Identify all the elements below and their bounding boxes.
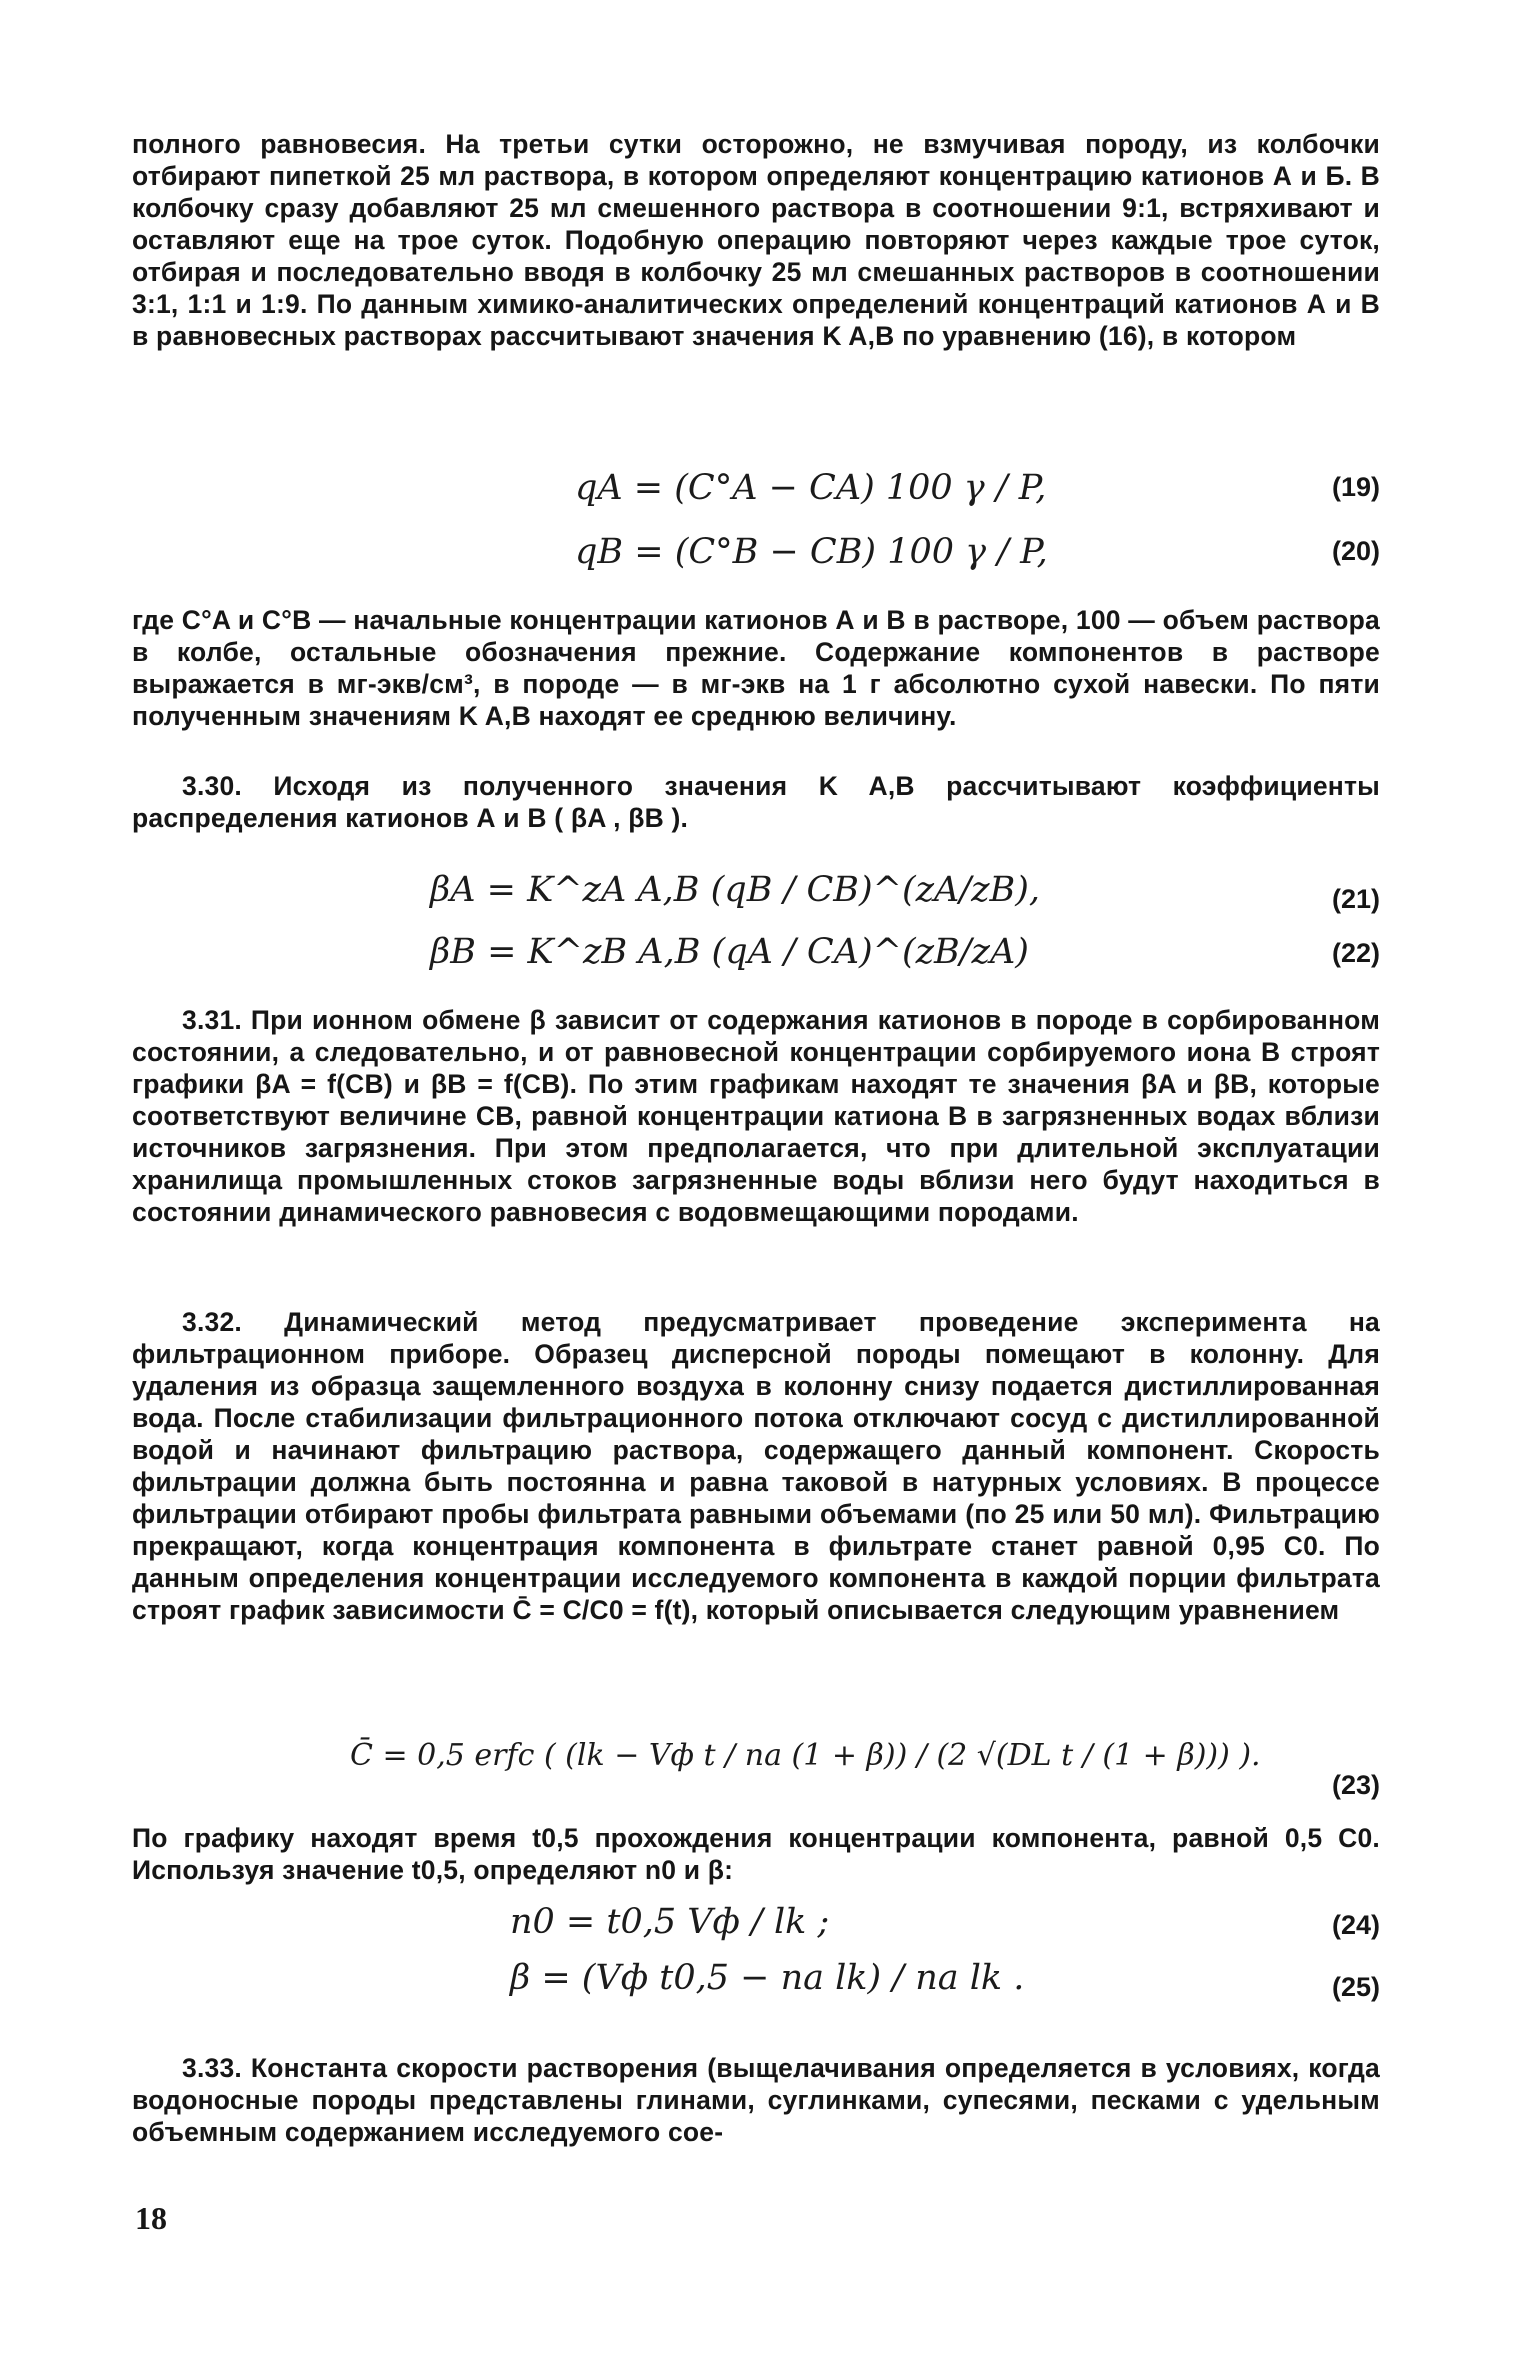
paragraph-text: По графику находят время t0,5 прохождения концентрации компонента, равной 0,5 C0. Используя значение t0,5, определяют n0 и β: <box>132 1823 1380 1885</box>
paragraph-3-31 <box>132 1004 1380 1228</box>
formula-21: βA = K^zA A,B (qB / CB)^(zA/zB), <box>430 870 1041 910</box>
paragraph-3-30 <box>132 770 1380 834</box>
formula-22: βB = K^zB A,B (qA / CA)^(zB/zA) <box>430 932 1029 972</box>
equation-number-25: (25) <box>1331 1972 1380 2002</box>
paragraph-definitions <box>132 604 1380 732</box>
equation-number-21: (21) <box>1331 884 1380 914</box>
page-number: 18 <box>135 2200 167 2236</box>
equation-number-24: (24) <box>1331 1910 1380 1940</box>
paragraph-text: полного равновесия. На третьи сутки осторожно, не взмучивая породу, из колбочки отбирают пипеткой 25 мл раствора, в котором определяют концентрацию катионов А и Б. В колбочку сразу добавляют 25 мл смешенного раствора в соотношении 9:1, встряхивают и оставляют еще на трое суток. Подобную операцию повторяют через каждые трое суток, отбирая и последовательно вводя в колбочку 25 мл смешанных растворов в соотношении 3:1, 1:1 и 1:9. По данным химико-аналитических определений концентраций катионов А и В в равновесных растворах рассчитывают значения K A,B по уравнению (16), в котором <box>132 129 1380 351</box>
paragraph-text: 3.32. Динамический метод предусматривает проведение эксперимента на фильтрационном приборе. Образец дисперсной породы помещают в колонну. Для удаления из образца защемленного воздуха в колонну снизу подается дистиллированная вода. После стабилизации фильтрационного потока отключают сосуд с дистиллированной водой и начинают фильтрацию раствора, содержащего данный компонент. Скорость фильтрации должна быть постоянна и равна таковой в натурных условиях. В процессе фильтрации отбирают пробы фильтрата равными объемами (по 25 или 50 мл). Фильтрацию прекращают, когда концентрация компонента в фильтрате станет равной 0,95 C0. По данным определения концентрации исследуемого компонента в каждой порции фильтрата строят график зависимости C̄ = C/C0 = f(t), который описывается следующим уравнением <box>132 1307 1380 1625</box>
equation-number-22: (22) <box>1331 938 1380 968</box>
formula-24: n0 = t0,5 Vф / lk ; <box>510 1902 830 1942</box>
equation-number-20: (20) <box>1331 536 1380 566</box>
formula-19: qA = (C°A − CA) 100 γ / P, <box>575 468 1047 508</box>
formula-23: C̄ = 0,5 erfc ( (lk − Vф t / na (1 + β)) / (2 √(DL t / (1 + β))) ). <box>350 1738 1261 1773</box>
paragraph-t05 <box>132 1822 1380 1886</box>
paragraph-text: 3.33. Константа скорости растворения (выщелачивания определяется в условиях, когда водоносные породы представлены глинами, суглинками, супесями, песками с удельным объемным содержанием исследуемого сое- <box>132 2053 1380 2147</box>
paragraph-3-33 <box>132 2052 1380 2148</box>
formula-25: β = (Vф t0,5 − na lk) / na lk . <box>510 1958 1025 1998</box>
equation-number-19: (19) <box>1331 472 1380 502</box>
equation-number-23: (23) <box>1331 1770 1380 1800</box>
paragraph-text: где C°A и C°B — начальные концентрации катионов А и В в растворе, 100 — объем раствора в колбе, остальные обозначения прежние. Содержание компонентов в растворе выражается в мг-экв/см³, в породе — в мг-экв на 1 г абсолютно сухой навески. По пяти полученным значениям K A,B находят ее среднюю величину. <box>132 605 1380 731</box>
paragraph-3-32 <box>132 1306 1380 1626</box>
paragraph-text: 3.30. Исходя из полученного значения K A,B рассчитывают коэффициенты распределения катионов А и В ( βA , βB ). <box>132 771 1380 833</box>
formula-20: qB = (C°B − CB) 100 γ / P, <box>575 532 1048 572</box>
paragraph-text: 3.31. При ионном обмене β зависит от содержания катионов в породе в сорбированном состоянии, а следовательно, и от равновесной концентрации сорбируемого иона В строят графики βA = f(CB) и βB = f(CB). По этим графикам находят те значения βA и βB, которые соответствуют величине CB, равной концентрации катиона В в загрязненных водах вблизи источников загрязнения. При этом предполагается, что при длительной эксплуатации хранилища промышленных стоков загрязненные воды вблизи него будут находиться в состоянии динамического равновесия с водовмещающими породами. <box>132 1005 1380 1227</box>
paragraph-equilibrium <box>132 128 1380 352</box>
